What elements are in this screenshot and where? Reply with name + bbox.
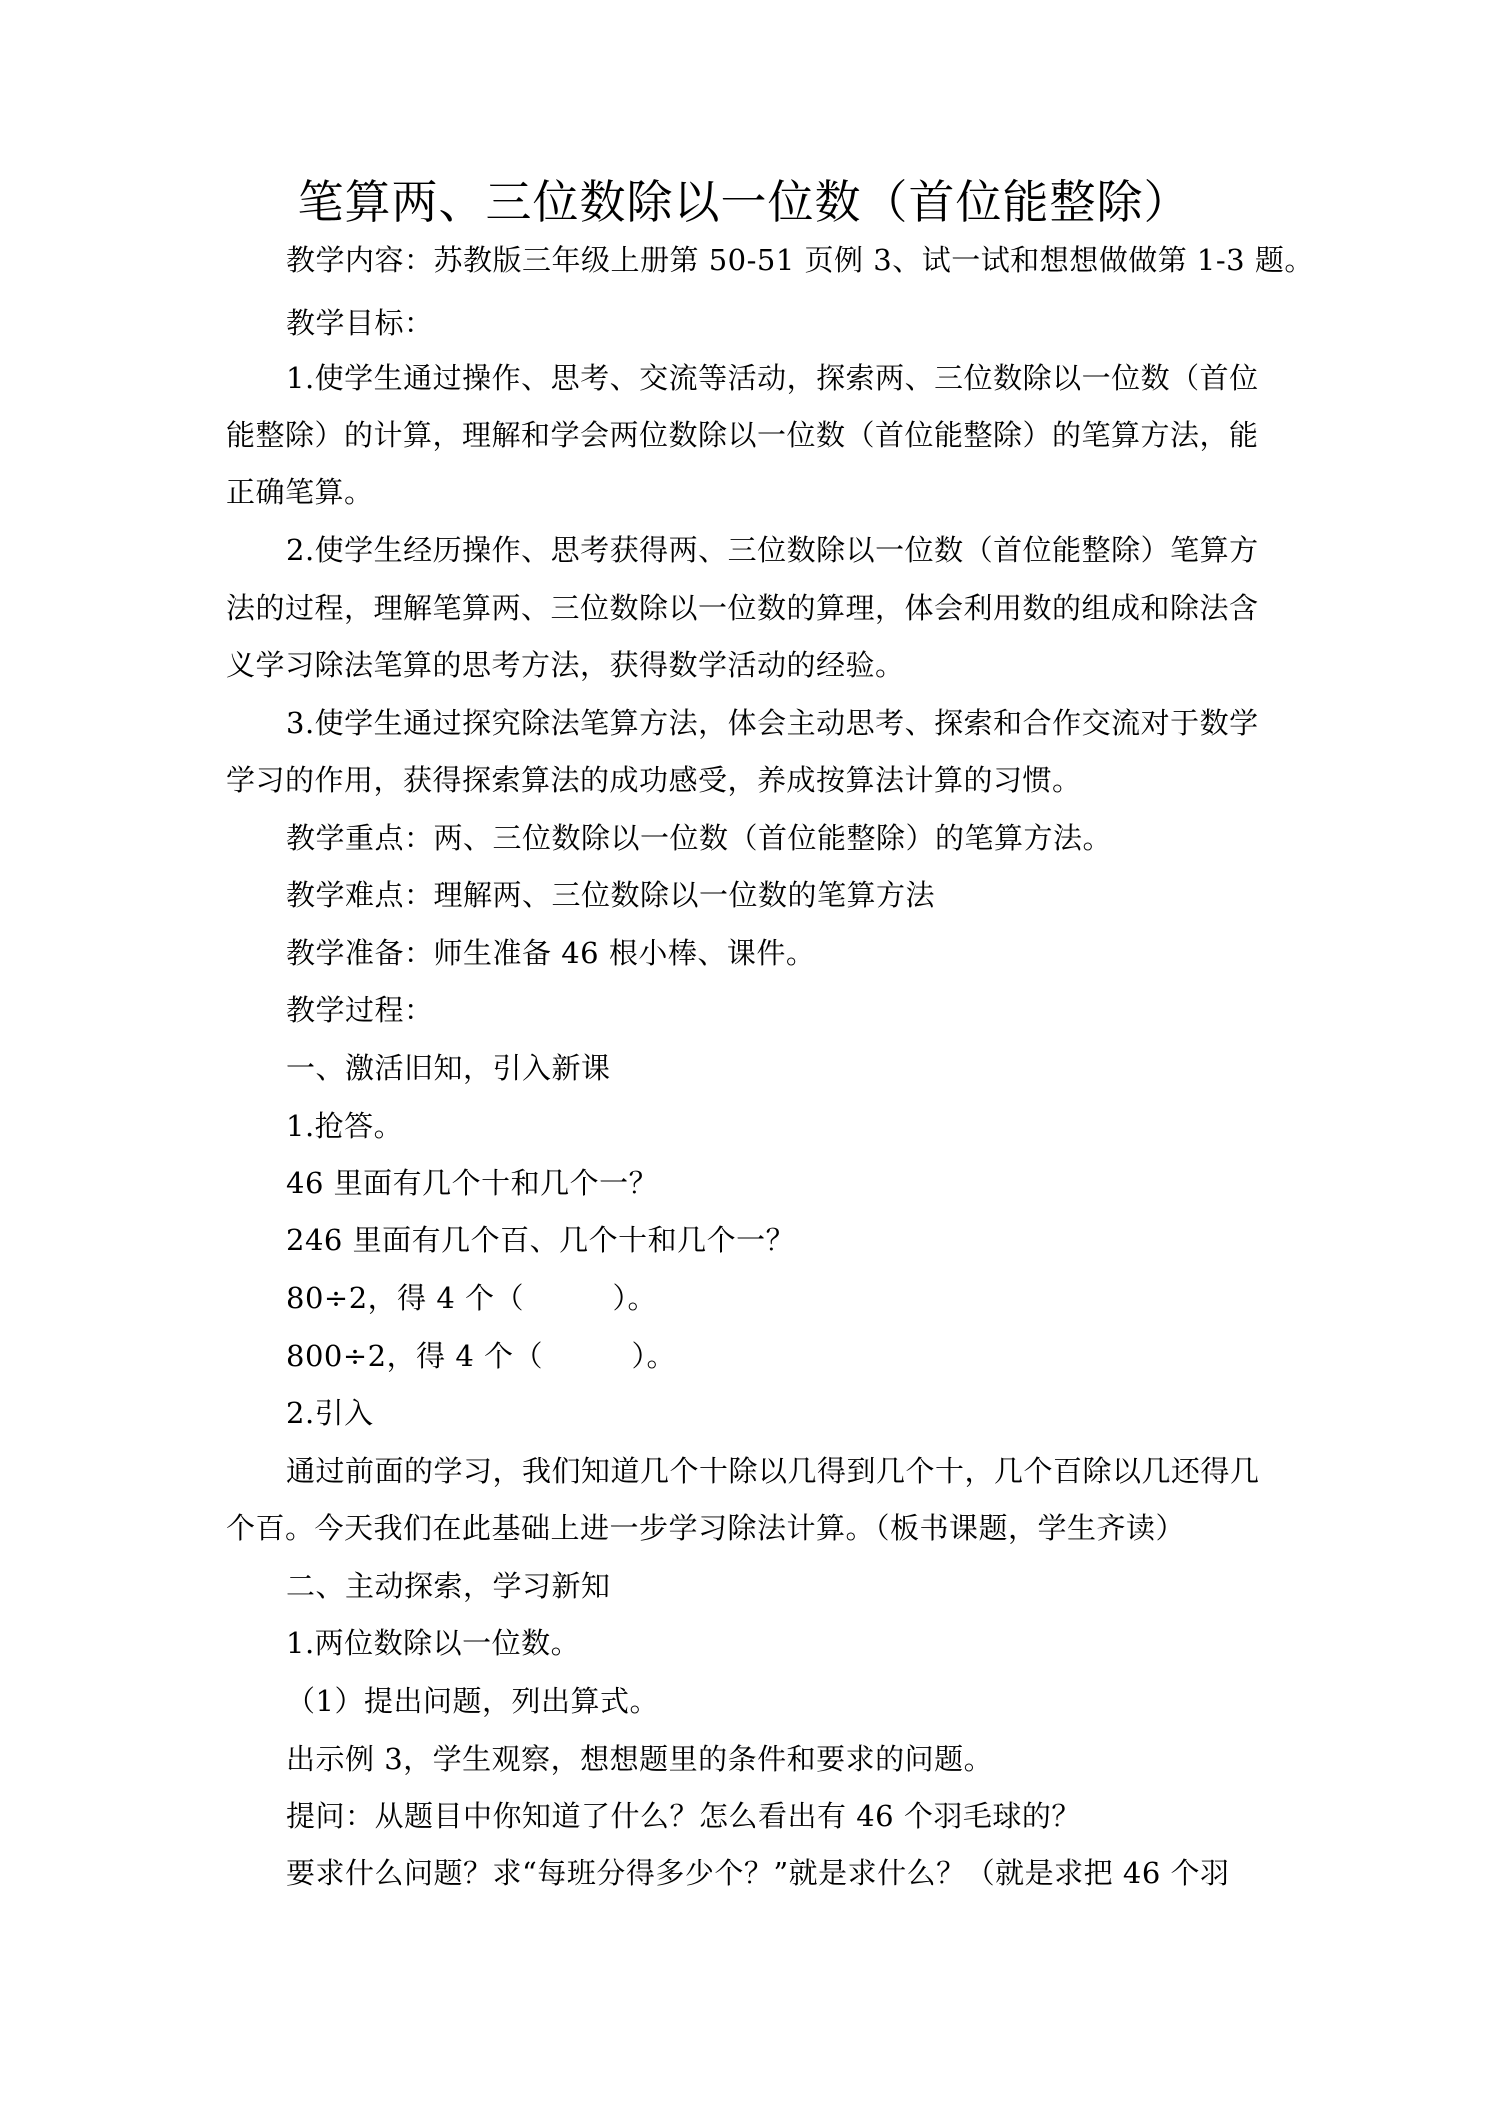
paragraph-line: 2.引入 [286, 1396, 374, 1430]
paragraph-line: 提问：从题目中你知道了什么？怎么看出有 46 个羽毛球的？ [286, 1799, 1081, 1833]
paragraph-line: 义学习除法笔算的思考方法，获得数学活动的经验。 [226, 648, 905, 682]
document-title: 笔算两、三位数除以一位数（首位能整除） [297, 175, 1191, 229]
paragraph-line: 一、激活旧知，引入新课 [286, 1051, 611, 1085]
paragraph-line: 要求什么问题？求“每班分得多少个？”就是求什么？（就是求把 46 个羽 [286, 1856, 1230, 1890]
paragraph-line: 能整除）的计算，理解和学会两位数除以一位数（首位能整除）的笔算方法，能 [226, 418, 1259, 452]
paragraph-line: 通过前面的学习，我们知道几个十除以几得到几个十，几个百除以几还得几 [286, 1454, 1260, 1488]
paragraph-line: （1）提出问题，列出算式。 [286, 1684, 659, 1718]
paragraph-line: 800÷2，得 4 个（ ）。 [286, 1339, 676, 1373]
paragraph-line: 1.使学生通过操作、思考、交流等活动，探索两、三位数除以一位数（首位 [286, 361, 1259, 395]
paragraph-line: 学习的作用，获得探索算法的成功感受，养成按算法计算的习惯。 [226, 763, 1082, 797]
paragraph-line: 教学准备：师生准备 46 根小棒、课件。 [286, 936, 816, 970]
paragraph-line: 46 里面有几个十和几个一？ [286, 1166, 659, 1200]
paragraph-line: 出示例 3，学生观察，想想题里的条件和要求的问题。 [286, 1742, 994, 1776]
paragraph-line: 1.两位数除以一位数。 [286, 1626, 581, 1660]
paragraph-line: 个百。今天我们在此基础上进一步学习除法计算。（板书课题，学生齐读） [226, 1511, 1186, 1545]
paragraph-line: 1.抢答。 [286, 1109, 404, 1143]
paragraph-line: 教学目标： [286, 306, 434, 340]
paragraph-line: 教学内容：苏教版三年级上册第 50-51 页例 3、试一试和想想做做第 1-3 题。 [286, 243, 1314, 277]
paragraph-line: 法的过程，理解笔算两、三位数除以一位数的算理，体会利用数的组成和除法含 [226, 591, 1259, 625]
paragraph-line: 教学过程： [286, 993, 434, 1027]
paragraph-line: 246 里面有几个百、几个十和几个一？ [286, 1223, 796, 1257]
paragraph-line: 2.使学生经历操作、思考获得两、三位数除以一位数（首位能整除）笔算方 [286, 533, 1259, 567]
paragraph-line: 3.使学生通过探究除法笔算方法，体会主动思考、探索和合作交流对于数学 [286, 706, 1259, 740]
paragraph-line: 教学重点：两、三位数除以一位数（首位能整除）的笔算方法。 [286, 821, 1113, 855]
paragraph-line: 80÷2，得 4 个（ ）。 [286, 1281, 658, 1315]
paragraph-line: 教学难点：理解两、三位数除以一位数的笔算方法 [286, 878, 936, 912]
paragraph-line: 正确笔算。 [226, 475, 374, 509]
paragraph-line: 二、主动探索，学习新知 [286, 1569, 611, 1603]
